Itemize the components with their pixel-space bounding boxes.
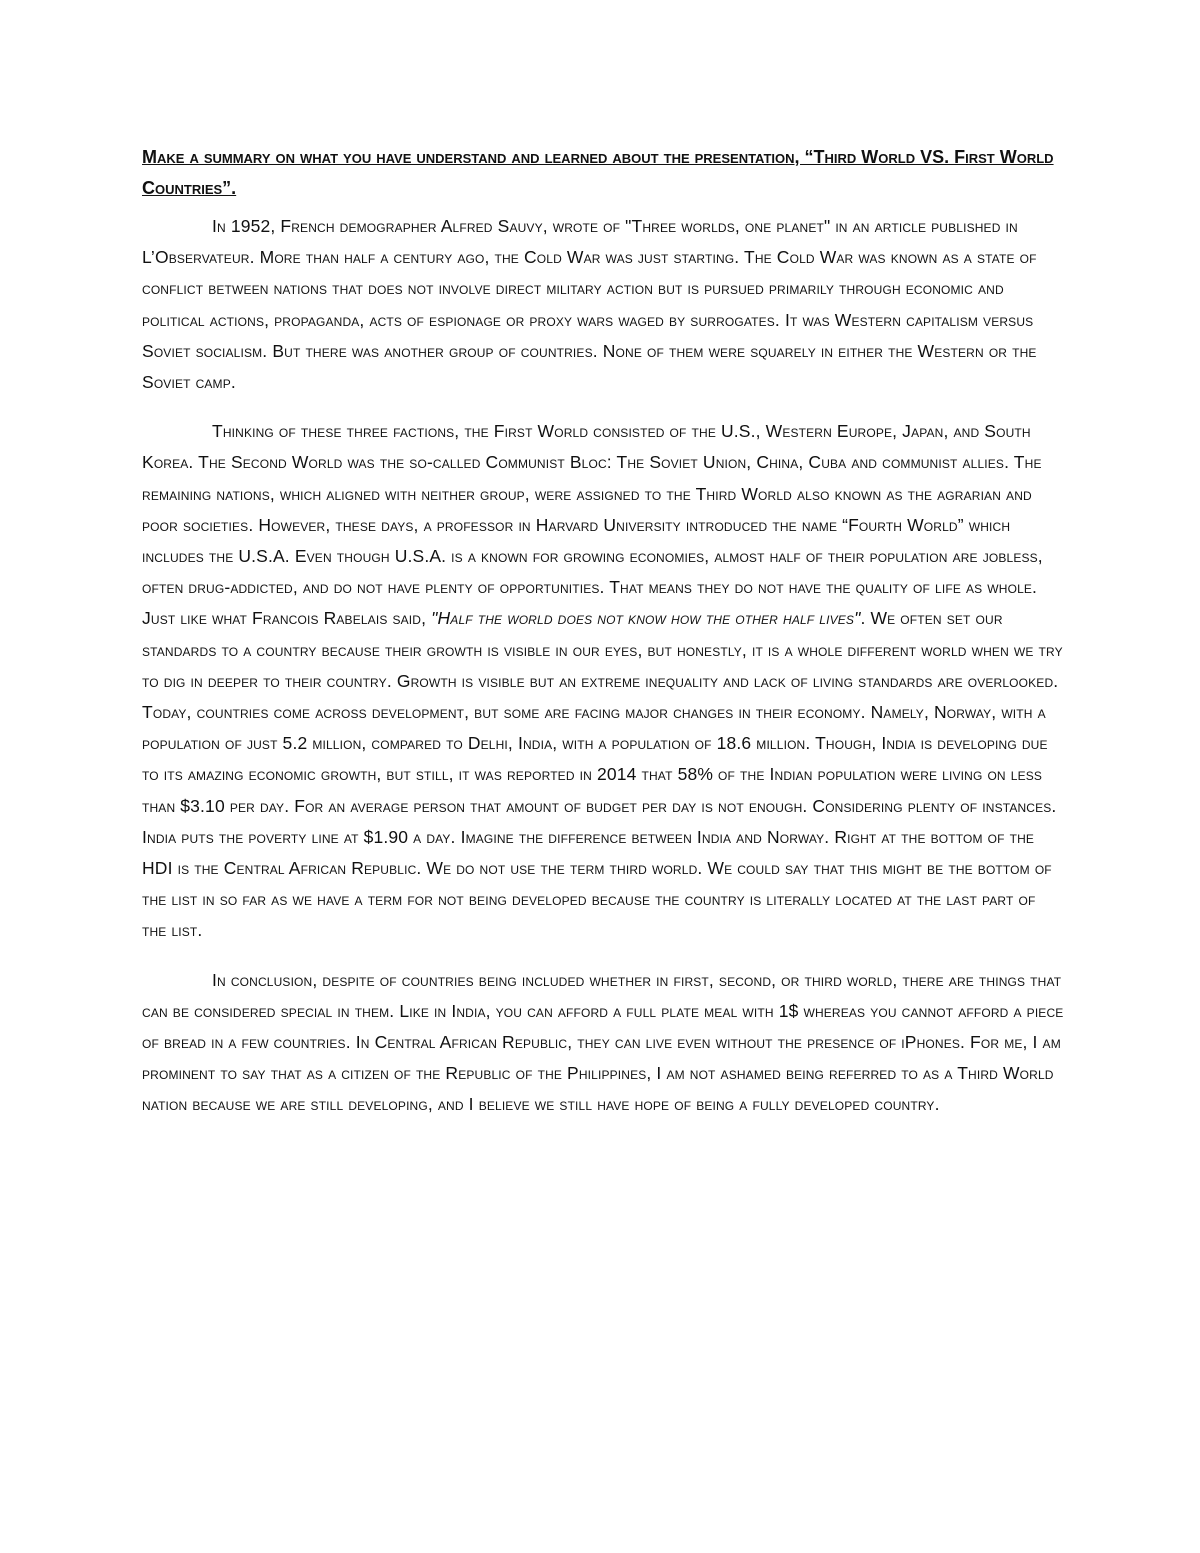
paragraph-conclusion: In conclusion, despite of countries being included whether in first, second, or third world, there are things that can be considered special in them. Like in India, you can afford a full plate meal with 1$ whereas you cannot afford a piece of bread in a few countries. In Central African Republic, they can live even without the presence of iPhones. For me, I am prominent to say that as a citizen of the Republic of the Philippines, I am not ashamed being referred to as a Third World nation because we are still developing, and I believe we still have hope of being a fully developed country. [142,969,1064,1115]
paragraph-body [142,416,1064,946]
rabelais-quote: "Half the world does not know how the other half lives" [426,608,861,629]
paragraph-body-text-end: . We often set our standards to a country because their growth is visible in our eyes, but honestly, it is a whole different world when we try to dig in deeper to their country. Growth is visible but an extreme inequality and lack of living standards are overlooked. Today, countries come across development, but some are facing major changes in their economy. Namely, Norway, with a population of just 5.2 million, compared to Delhi, India, with a population of 18.6 million. Though, India is developing due to its amazing economic growth, but still, it was reported in 2014 that 58% of the Indian population were living on less than $3.10 per day. For an average person that amount of budget per day is not enough. Considering plenty of instances. India puts the poverty line at $1.90 a day. Imagine the difference between India and Norway. Right at the bottom of the HDI is the Central African Republic. We do not use the term third world. We could say that this might be the bottom of the list in so far as we have a term for not being developed because the country is literally located at the last part of the list. [142,608,1063,941]
paragraph-body-text-start: Thinking of these three factions, the First World consisted of the U.S., Western Europe, Japan, and South Korea. The Second World was the so-called Communist Bloc: The Soviet Union, China, Cuba and communist allies. The remaining nations, which aligned with neither group, were assigned to the Third World also known as the agrarian and poor societies. However, these days, a professor in Harvard University introduced the name “Fourth World” which includes the U.S.A. Even though U.S.A. is a known for growing economies, almost half of their population are jobless, often drug-addicted, and do not have plenty of opportunities. That means they do not have the quality of life as whole. Just like what Francois Rabelais said, [142,421,1043,629]
paragraph-intro: In 1952, French demographer Alfred Sauvy, wrote of "Three worlds, one planet" in an article published in L’Observateur. More than half a century ago, the Cold War was just starting. The Cold War was known as a state of conflict between nations that does not involve direct military action but is pursued primarily through economic and political actions, propaganda, acts of espionage or proxy wars waged by surrogates. It was Western capitalism versus Soviet socialism. But there was another group of countries. None of them were squarely in either the Western or the Soviet camp. [142,216,1037,393]
document-page [142,142,1064,1139]
document-title: Make a summary on what you have understand and learned about the presentation, “Third World VS. First World Countries”. [142,147,1054,198]
